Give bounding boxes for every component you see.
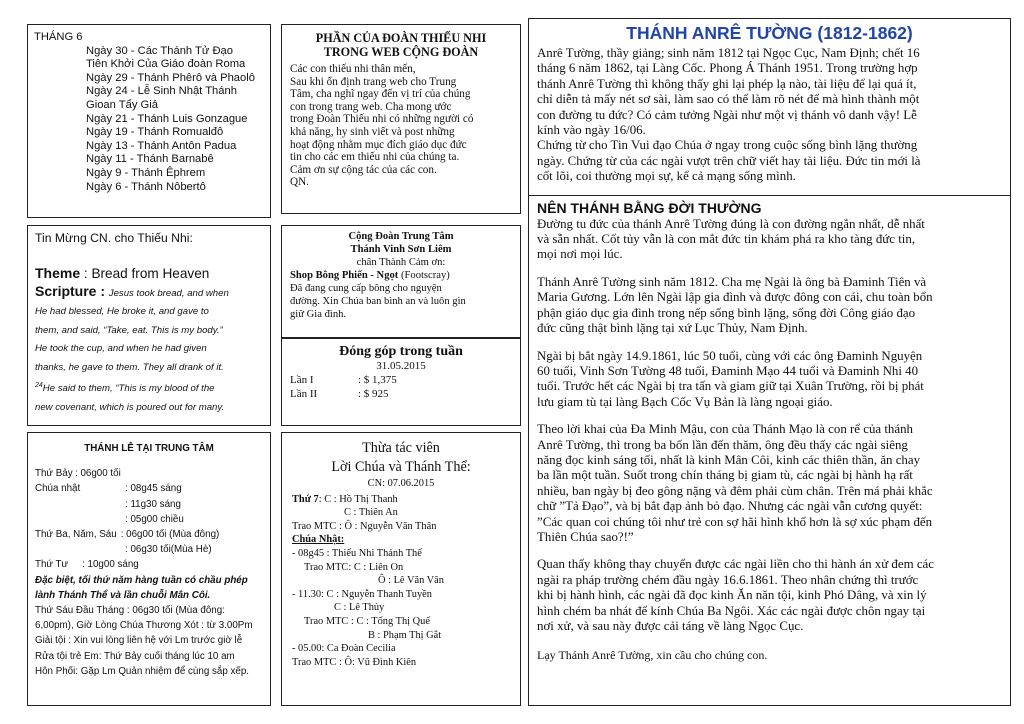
mass-0500: - 05.00: Ca Đoàn Cecilia [292, 643, 396, 655]
donation-label: Lần I [290, 373, 314, 386]
community-thanks-box [281, 225, 521, 338]
article-line: chỉ diễn tả mấy nét sơ sài, làm sao có thể làm rõ nét để mà hình thành một [537, 92, 920, 107]
youth-line: Cảm ơn sự cộng tác của các con. [290, 163, 437, 176]
mass-0845: - 08g45 : Thiếu Nhi Thánh Thể [292, 547, 422, 559]
mass-time: : 10g00 sáng [82, 559, 139, 571]
mass-day-label: Chúa nhật [35, 483, 81, 495]
article-line: con đường tu đức? Có cảm tưởng Ngài như một vị thánh vô danh vậy! Lễ [537, 107, 917, 122]
youth-title-line: PHẦN CỦA ĐOÀN THIẾU NHI [315, 31, 487, 45]
community-line: giữ Gia đình. [290, 309, 347, 320]
youth-line: con trong trang web. Cha mong ước [290, 100, 452, 113]
article-line: và sẵn nhất. Cốt tủy vẫn là con mắt đức tin khám phá ra kho tàng đức tin, [537, 232, 916, 247]
ministers-subtitle: Lời Chúa và Thánh Thể: [331, 459, 471, 475]
ministers-date: CN: 07.06.2015 [367, 478, 435, 489]
mass-day-label: Thứ Tư [35, 559, 69, 571]
article-line: Đường tu đức của thánh Anrê Tường đúng là con đường ngắn nhất, dễ nhất [537, 216, 925, 231]
youth-line: Các con thiếu nhi thân mến, [290, 63, 416, 75]
mass-1130: - 11.30: C : Nguyễn Thanh Tuyền [292, 588, 432, 600]
gospel-box [27, 225, 271, 426]
youth-line: trong Đoàn Thiếu nhi có những người có [290, 113, 474, 126]
scripture-line-text: He said to them, “This is my blood of the [42, 383, 215, 395]
mass-time: : 08g45 sáng [125, 483, 182, 495]
minister-mtc: Trao MTC : Ô: Vũ Đình Kiên [292, 656, 417, 668]
scripture-line: them, and said, “Take, eat. This is my body.” [35, 324, 223, 336]
article-paragraph-1 [537, 217, 1002, 263]
ministers-box [281, 432, 521, 706]
saints-line: Ngày 6 - Thánh Nôbertô [86, 180, 206, 193]
article-line: Chứng từ cho Tin Vui đạo Chúa ở ngay trong cuộc sống bình lặng thường [537, 138, 918, 153]
donation-row [290, 374, 512, 388]
minister-mtc: Trao MTC: C : Liên On [304, 561, 404, 573]
scripture-label: Scripture : [35, 283, 106, 299]
donation-value: : $ 925 [358, 387, 389, 400]
article-line: mọi nơi mọi lúc. [537, 247, 623, 262]
saints-line: Ngày 11 - Thánh Barnabê [86, 153, 214, 166]
article-prayer: Lạy Thánh Anrê Tường, xin cầu cho chúng con. [537, 648, 768, 663]
youth-section-box [281, 24, 521, 214]
youth-line: hoạt động nhằm mục đích giáo dục đức [290, 138, 467, 151]
community-line: đường. Xin Chúa ban bình an và luôn gìn [290, 296, 466, 307]
donation-row [290, 388, 512, 402]
article-paragraph-3 [537, 349, 1002, 411]
article-line: năng đọc kinh sáng tối, nhất là kinh Mân Côi, kinh các thiên thần, ăn chay [537, 452, 921, 467]
donation-label: Lần II [290, 387, 318, 400]
saints-line: Ngày 24 - Lễ Sinh Nhật Thánh [86, 85, 237, 98]
article-line: ngài ra pháp trường chém đầu ngày 16.6.1861. Theo nhân chứng thì trước [537, 572, 919, 587]
article-line: tháng 6 năm 1862, tại Làng Cốc. Phong Á Thánh 1951. Trong trường hợp [537, 61, 918, 76]
theme-label: Theme [35, 265, 81, 281]
minister-name: C : Lê Thủy [334, 602, 385, 614]
community-shop [290, 269, 512, 282]
article-line: Maria Gương. Lớn lên Ngài lập gia đình và được đông con cái, chu toàn bổn [537, 290, 933, 305]
mass-times-box [27, 432, 271, 706]
article-title: THÁNH ANRÊ TƯỜNG (1812-1862) [626, 23, 913, 43]
saturday-label: Thứ 7 [292, 493, 319, 505]
mass-marriage: Hôn Phối: Gặp Lm Quản nhiệm để cùng sắp xếp. [35, 665, 250, 677]
article-line: tuổi. Trước hết các Ngài bị tra tấn và giam giữ tại Xuân Trường, rồi bị phát [537, 379, 924, 394]
article-line: ba lần một tuần. Suốt trong chín tháng bị giam tù, các ngài bị hành hạ rất [537, 468, 913, 483]
mass-first-friday: Thứ Sáu Đầu Tháng : 06g30 tối (Mùa đông: 6,00pm), Giờ Lòng Chúa Thương Xót : từ 3.00Pm [35, 605, 253, 632]
article-line: Anrê Tường, thì trong ba bốn lần đến thăm, ông đều thấy các ngài siêng [537, 437, 908, 452]
article-line: đức cũng thật bình lặng tại xứ Lục Thủy, Nam Định. [537, 321, 808, 336]
article-paragraph-5 [537, 557, 1002, 634]
minister-mtc: Ô : Lê Văn Vân [378, 575, 444, 587]
youth-title [290, 31, 512, 59]
minister-name: : C : Hồ Thị Thanh [318, 493, 398, 505]
saints-month: THÁNG 6 [34, 31, 83, 43]
youth-signature: QN. [290, 176, 309, 189]
saints-calendar-box [27, 24, 271, 218]
scripture-line: Jesus took bread, and when [108, 288, 229, 299]
minister-name: C : Thiên An [344, 507, 398, 519]
article-line: cốt lõi, coi thường mọi sự, kể cả mạng sống mình. [537, 169, 796, 184]
mass-day-label: Thứ Bảy [35, 468, 73, 480]
donation-box [281, 338, 521, 426]
gospel-heading: Tin Mừng CN. cho Thiếu Nhi: [35, 231, 193, 245]
saints-list [34, 45, 264, 195]
article-line: lưu giam tù tại làng Bạch Cốc Vụ Bản là làng ngoại giáo. [537, 394, 833, 409]
mass-row-sunday [35, 481, 263, 496]
community-name: Cộng Đoàn Trung Tâm [348, 231, 454, 242]
community-parish: Thánh Vinh Sơn Liêm [350, 244, 452, 255]
mass-baptism: Rửa tội trẻ Em: Thứ Bảy cuối tháng lúc 10 am [35, 650, 235, 662]
saints-line: Ngày 30 - Các Thánh Tử Đạo [86, 44, 233, 57]
article-line: Quan thấy không thay chuyển được các ngài liền cho thi hành án xử đem các [537, 557, 934, 572]
ministers-title: Thừa tác viên [362, 440, 440, 456]
saints-line: Ngày 9 - Thánh Êphrem [86, 166, 206, 179]
article-line: chữ ”Tả Đạo”, và bị bắt đạp ảnh bỏ đạo. Nhưng các ngài vẫn cương quyết: [537, 499, 923, 514]
gospel-theme [35, 265, 263, 282]
mass-time: : 05g00 chiều [125, 513, 184, 525]
saint-article-box [528, 18, 1011, 706]
article-line: Anrê Tường, thầy giảng; sinh năm 1812 tại Ngọc Cục, Nam Định; chết 16 [537, 46, 920, 60]
mass-day-label: Thứ Ba, Năm, Sáu [35, 529, 117, 541]
article-line: Thánh Anrê Tường sinh năm 1812. Cha mẹ Ngài là ông bà Đaminh Tiên và [537, 274, 927, 289]
mass-row-saturday [35, 466, 263, 481]
minister-mtc: B : Phạm Thị Gắt [368, 629, 442, 641]
mass-confession: Giải tội : Xin vui lòng liên hệ với Lm trước giờ lễ [35, 635, 243, 647]
mass-special-note: Đặc biệt, tối thứ năm hàng tuần có chầu phép lành Thánh Thể và lần chuỗi Mân Côi. [35, 574, 248, 601]
mass-time: : 11g30 sáng [125, 498, 181, 510]
youth-line: khả năng, hy sinh viết và post những [290, 125, 455, 138]
article-line: nơi xử, và sau này được cải táng về làng Ngọc Cục. [537, 619, 804, 633]
article-line: ngày. Chứng từ của các ngài vượt trên chữ viết hay tài liệu. Đức tin mới là [537, 153, 921, 168]
sunday-label: Chúa Nhật: [292, 534, 345, 546]
article-line: Ngài bị bắt ngày 14.9.1861, lúc 50 tuổi, cùng với các ông Đaminh Nguyện [537, 348, 923, 363]
shop-location: (Footscray) [398, 270, 450, 281]
scripture-line: He took the cup, and when he had given [35, 343, 207, 355]
scripture-text [35, 303, 263, 417]
scripture-line: thanks, he gave to them. They all drank of it. [35, 361, 224, 373]
article-line: ”Các quan coi chúng tôi như trẻ con sợ hãi hình khổ hơn là sợ xúc phạm đến [537, 514, 933, 529]
saints-line: Ngày 29 - Thánh Phêrô và Phaolô [86, 71, 255, 84]
article-line: nhiều, ban ngày bị đeo gông nặng và đêm phải cùm chân. Trên má phải khắc [537, 483, 933, 498]
saints-line: Ngày 19 - Thánh Romualđô [86, 126, 224, 139]
mass-time: : 06g00 tối (Mùa đông) [120, 529, 220, 541]
verse-number: 24 [35, 382, 43, 390]
donation-date: 31.05.2015 [376, 360, 426, 372]
theme-value: : Bread from Heaven [83, 266, 210, 281]
article-line: Theo lời khai của Đa Minh Mậu, con của Thánh Mạo là con rể của thánh [537, 422, 913, 437]
saints-line: Ngày 13 - Thánh Antôn Padua [86, 139, 237, 152]
youth-title-line: TRONG WEB CỘNG ĐOÀN [323, 45, 479, 59]
saints-line: Ngày 21 - Thánh Luis Gonzague [86, 112, 248, 125]
donation-title: Đóng góp trong tuần [339, 344, 463, 359]
mass-time: : 06g00 tối [75, 468, 121, 480]
shop-name: Shop Bông Phiến - Ngọt [290, 270, 399, 281]
article-line: hình chém ba nhát để kính Chúa Ba Ngôi. Xác các ngài được chôn ngay tại [537, 603, 926, 618]
mass-time: : 06g30 tối(Mùa Hè) [125, 544, 212, 556]
article-line: thánh Anrê Tường thì không thấy ghi lại phép lạ nào, tài liệu để lại quá ít, [537, 76, 917, 91]
scripture-line [35, 377, 263, 399]
community-line: Đã đang cung cấp bông cho nguyện [290, 283, 442, 294]
article-line: khi bị hành hình, các ngài đã đọc kinh Ăn năn tội, kinh Phó Dâng, và xin lý [537, 588, 927, 603]
minister-mtc: Trao MTC : Ô : Nguyễn Văn Thân [292, 520, 437, 532]
youth-line: Tâm, cha nghĩ ngay đến vị trí của chúng [290, 88, 471, 101]
mass-row-weekday [35, 527, 263, 542]
article-line: 60 tuổi, Vinh Sơn Tường 48 tuổi, Đaminh Mạo 44 tuổi và Đaminh Nhi 40 [537, 363, 919, 378]
article-line: kính vào ngày 16/06. [537, 123, 646, 138]
saints-line: Tiên Khởi Của Giáo đoàn Roma [86, 58, 246, 71]
article-line: Thiên Chúa sao?!” [537, 529, 634, 544]
mass-row-wednesday [35, 557, 263, 572]
mass-title: THÁNH LỄ TẠI TRUNG TÂM [84, 443, 214, 454]
saints-line: Gioan Tẩy Giả [86, 98, 158, 111]
community-thanks: chân Thành Cảm ơn: [356, 257, 446, 268]
scripture-line: new covenant, which is poured out for many. [35, 401, 225, 413]
article-paragraph-2 [537, 275, 1002, 337]
article-divider [529, 195, 1010, 196]
article-line: phận giáo dục gia đình trong nếp sống bình lặng, sống đời Công giáo đạo [537, 305, 916, 320]
minister-mtc: Trao MTC : C : Tống Thị Quế [304, 615, 430, 627]
youth-line: Sau khi ổn định trang web cho Trung [290, 75, 457, 88]
article-paragraph-4 [537, 422, 1002, 545]
article-heading: NÊN THÁNH BẰNG ĐỜI THƯỜNG [537, 199, 762, 216]
gospel-scripture [35, 282, 263, 303]
article-intro [537, 46, 1002, 185]
donation-value: : $ 1,375 [358, 373, 397, 386]
ministers-saturday [292, 493, 510, 507]
youth-line: tin cho các em thiếu nhi của chúng ta. [290, 151, 460, 164]
scripture-line: He had blessed, He broke it, and gave to [35, 306, 209, 318]
